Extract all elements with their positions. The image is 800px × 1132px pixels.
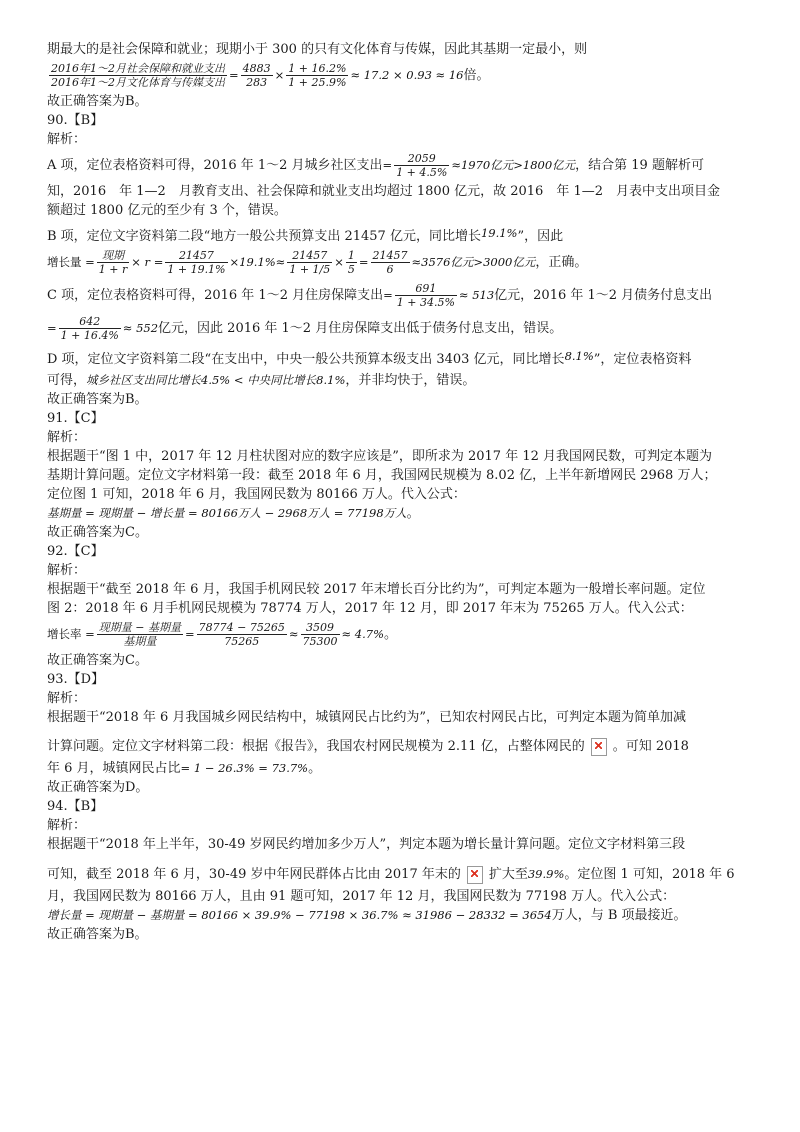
text-line: 定位图 1 可知，2018 年 6 月，我国网民数为 80166 万人。代入公式： — [47, 487, 466, 502]
question-heading: 92.【C】 — [47, 544, 104, 559]
option-c-line: C 项，定位表格资料可得，2016 年 1～2 月住房保障支出= $\frac{691}{1 + 34.5\%}$ ≈ 513亿元，2016 年 1～2 月债务付息支出 — [47, 282, 713, 309]
broken-image-icon — [467, 866, 483, 884]
analysis-label: 解析： — [47, 430, 87, 445]
text-line: 知，2016 年 1—2 月教育支出、社会保障和就业支出均超过 1800 亿元，故 2016 年 1—2 月表中支出项目金 — [47, 184, 720, 199]
equation-result: ≈ 4.7% — [341, 627, 385, 641]
equation-fraction: $\frac{2059}{1 + 4.5\%}$ — [396, 152, 448, 179]
equation-fraction: $\frac{21457}{6}$ — [372, 249, 408, 276]
equation-fraction: $\frac{642}{1 + 16.4\%}$ — [60, 315, 119, 342]
text-line: 基期计算问题。定位文字材料第一段：截至 2018 年 6 月，我国网民规模为 8.02 亿，上半年新增网民 2968 万人； — [47, 468, 717, 483]
equation-rate-line: 增长率 = $\frac{\text{现期量 − 基期量}}{\text{基期量}}$ = $\frac{78774 - 75265}{75265}$ ≈ $\frac{3509}{75300}$ ≈ 4.7%。 — [47, 621, 398, 648]
text-line: 根据题干“图 1 中，2017 年 12 月柱状图对应的数字应该是”，即所求为 2017 年 12 月我国网民数，可判定本题为 — [47, 449, 713, 464]
text-line: 图 2：2018 年 6 月手机网民规模为 78774 万人，2017 年 12 月，即 2017 年末为 75265 万人。代入公式： — [47, 601, 693, 616]
option-a-line: A 项，定位表格资料可得，2016 年 1～2 月城乡社区支出= $\frac{2059}{1 + 4.5\%}$ ≈1970亿元>1800亿元，结合第 19 题解析可 — [47, 152, 704, 179]
text-line: 可知，截至 2018 年 6 月，30-49 岁中年网民群体占比由 2017 年末的 扩大至39.9%。定位图 1 可知，2018 年 6 — [47, 867, 735, 882]
equation-fraction: $\frac{3509}{75300}$ — [302, 621, 338, 648]
analysis-label: 解析： — [47, 818, 87, 833]
answer-line: 故正确答案为C。 — [47, 653, 148, 668]
equation-result: ≈ 17.2 × 0.93 ≈ 16 — [350, 68, 464, 82]
answer-line: 故正确答案为B。 — [47, 392, 148, 407]
text-line: 年 6 月，城镇网民占比= 1 − 26.3% = 73.7%。 — [47, 761, 322, 776]
analysis-label: 解析： — [47, 691, 87, 706]
equation-result: ≈1970亿元>1800亿元 — [451, 158, 576, 172]
equation-fraction: $\frac{78774 - 75265}{75265}$ — [198, 621, 285, 648]
answer-line: 故正确答案为B。 — [47, 94, 148, 109]
analysis-label: 解析： — [47, 132, 87, 147]
answer-line: 故正确答案为B。 — [47, 927, 148, 942]
option-d-line: D 项，定位文字资料第二段“在支出中，中央一般公共预算本级支出 3403 亿元，同比增长8.1%”，定位表格资料 — [47, 349, 692, 367]
text-line: = $\frac{642}{1 + 16.4\%}$ ≈ 552亿元，因此 2016 年 1～2 月住房保障支出低于债务付息支出，错误。 — [47, 315, 563, 342]
equation-ratio-line: $\frac{\text{2016年1～2月社会保障和就业支出}}{\text{2016年1～2月文化体育与传媒支出}}$ = $\frac{4883}{283}$ × $\frac{1 + 16.2\%}{1 + 25.9\%}$ ≈ 17.2 × 0.93 ≈ 16倍。 — [51, 62, 490, 89]
text-line: 根据题干“2018 年上半年，30-49 岁网民约增加多少万人”，判定本题为增长量计算问题。定位文字材料第三段 — [47, 837, 686, 852]
equation-fraction: $\frac{\text{现期}}{1 + r}$ — [98, 249, 128, 276]
text-line: 根据题干“截至 2018 年 6 月，我国手机网民较 2017 年末增长百分比约为”，可判定本题为一般增长率问题。定位 — [47, 582, 706, 597]
fraction-denominator: 2016年1～2月文化体育与传媒支出 — [51, 76, 225, 89]
text-line: 月，我国网民数为 80166 万人，且由 91 题可知，2017 年 12 月，我国网民数为 77198 万人。代入公式： — [47, 889, 676, 904]
equation-fraction: $\frac{691}{1 + 34.5\%}$ — [396, 282, 455, 309]
text-line: 根据题干“2018 年 6 月我国城乡网民结构中，城镇网民占比约为”，已知农村网民占比，可判定本题为简单加减 — [47, 710, 687, 725]
analysis-label: 解析： — [47, 563, 87, 578]
equation-fraction: $\frac{21457}{1 + 19.1\%}$ — [167, 249, 226, 276]
answer-line: 故正确答案为C。 — [47, 525, 148, 540]
equation-fraction: $\frac{1 + 16.2\%}{1 + 25.9\%}$ — [288, 62, 347, 89]
question-heading: 93.【D】 — [47, 672, 105, 687]
equation-fraction: $\frac{21457}{1 + 1/5}$ — [289, 249, 331, 276]
broken-image-icon — [591, 738, 607, 756]
text-line: 计算问题。定位文字材料第二段：根据《报告》，我国农村网民规模为 2.11 亿，占整体网民的 。可知 2018 — [47, 739, 689, 754]
text-line: 可得，城乡社区支出同比增长4.5% < 中央同比增长8.1%，并非均快于，错误。 — [47, 373, 476, 388]
equation-growth-line: 增长量 = $\frac{\text{现期}}{1 + r}$ × r = $\frac{21457}{1 + 19.1\%}$ ×19.1%≈ $\frac{21457}{1 + 1/5}$ × $\frac{1}{5}$ = $\frac{21457}{6}$ ≈3576亿元>3000亿元，正确。 — [47, 249, 588, 276]
option-b-line: B 项，定位文字资料第二段“地方一般公共预算支出 21457 亿元，同比增长19.1%”，因此 — [47, 226, 564, 244]
equation-fraction: $\frac{1}{5}$ — [347, 249, 355, 276]
equation-fraction — [49, 62, 227, 89]
equation-increase-line: 增长量 = 现期量 − 基期量 = 80166 × 39.9% − 77198 × 36.7% ≈ 31986 − 28332 = 3654万人，与 B 项最接近。 — [47, 908, 687, 923]
equation-fraction: $\frac{\text{现期量 − 基期量}}{\text{基期量}}$ — [98, 621, 182, 648]
question-heading: 94.【B】 — [47, 799, 104, 814]
document-page — [47, 40, 759, 944]
fraction-numerator: 2016年1～2月社会保障和就业支出 — [51, 62, 225, 75]
text-line: 期最大的是社会保障和就业；现期小于 300 的只有文化体育与传媒，因此其基期一定最小，则 — [47, 42, 588, 57]
text-line: 额超过 1800 亿元的至少有 3 个，错误。 — [47, 203, 287, 218]
question-heading: 91.【C】 — [47, 411, 104, 426]
equation-result: ≈3576亿元>3000亿元 — [411, 255, 536, 269]
answer-line: 故正确答案为D。 — [47, 780, 149, 795]
equation-fraction: $\frac{4883}{283}$ — [242, 62, 271, 89]
question-heading: 90.【B】 — [47, 113, 104, 128]
equation-base-line: 基期量 = 现期量 − 增长量 = 80166万人 − 2968万人 = 77198万人。 — [47, 506, 420, 521]
